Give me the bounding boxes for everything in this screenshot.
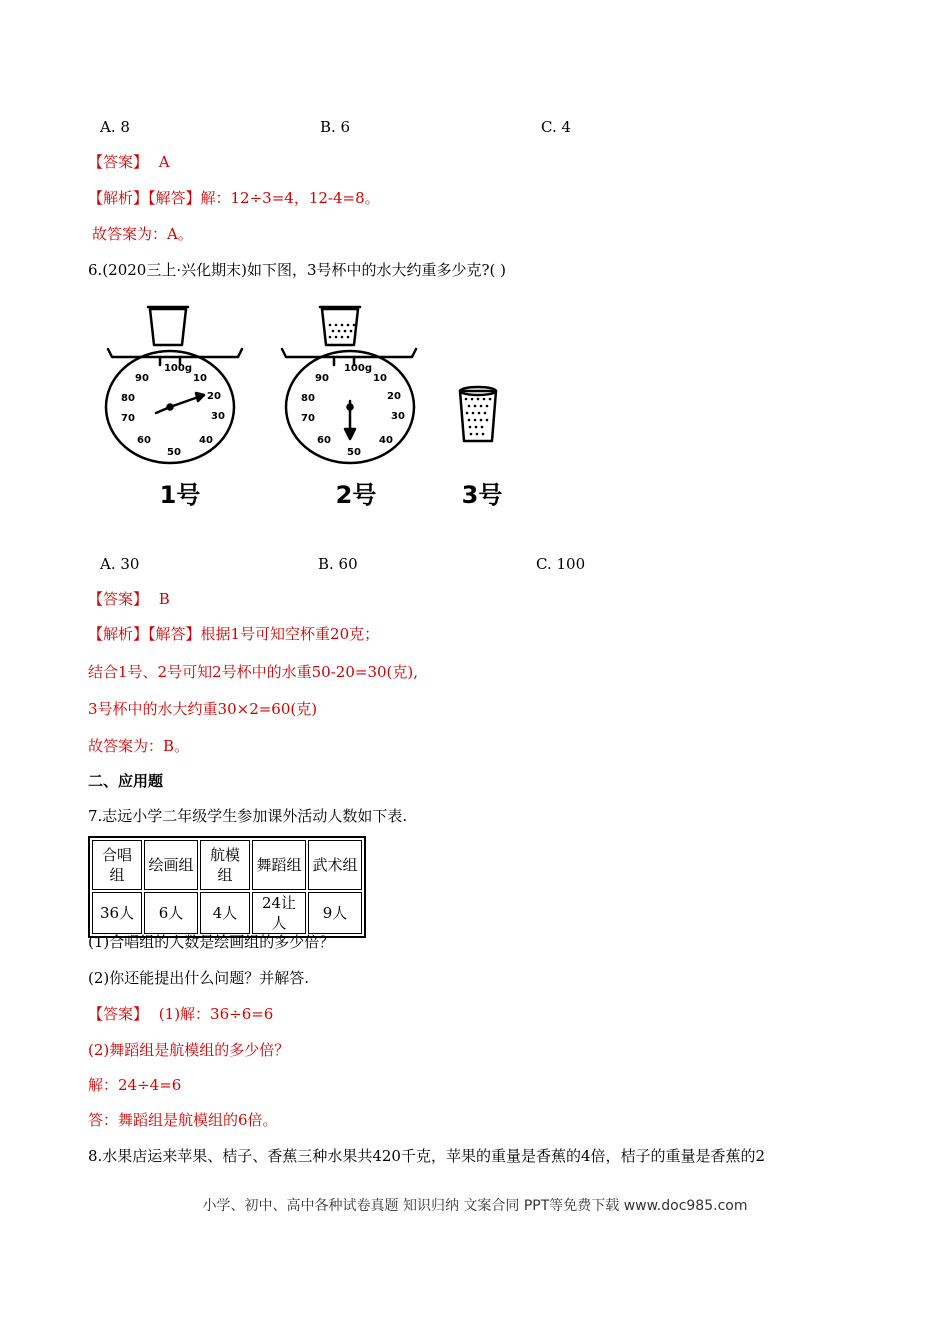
scales-figure: [100, 295, 520, 520]
q5-analysis: [88, 188, 380, 208]
svg-text:90: 90: [135, 373, 149, 384]
answer-line: (1)解：36÷6=6: [158, 1005, 274, 1023]
q5-option-a: A. 8: [100, 118, 130, 136]
q7-answer: [88, 1004, 273, 1024]
table-row: [92, 892, 362, 934]
table-cell: 9人: [308, 892, 362, 934]
svg-text:60: 60: [317, 435, 331, 446]
svg-text:20: 20: [387, 391, 401, 402]
table-header-row: [92, 840, 362, 890]
table-header-cell: 舞蹈组: [252, 840, 306, 890]
svg-text:10: 10: [373, 373, 387, 384]
analysis-text: 根据1号可知空杯重20克；: [200, 625, 380, 643]
q5-answer: [88, 152, 170, 172]
answer-value: B: [158, 590, 170, 608]
table-cell: 36人: [92, 892, 142, 934]
svg-text:100g: 100g: [343, 363, 373, 374]
q6-option-a: A. 30: [100, 555, 140, 573]
answer-label: 【答案】: [88, 153, 149, 171]
table-cell: 6人: [144, 892, 198, 934]
cup-3-icon: [460, 387, 496, 441]
svg-text:40: 40: [199, 435, 213, 446]
table-header-cell: 绘画组: [144, 840, 198, 890]
svg-text:80: 80: [121, 393, 135, 404]
svg-text:100g: 100g: [163, 363, 193, 374]
section-title: 二、应用题: [88, 772, 164, 790]
svg-text:90: 90: [315, 373, 329, 384]
q6-analysis-line-2: 结合1号、2号可知2号杯中的水重50-20=30(克),: [88, 663, 419, 681]
q7-answer-line-3: 解：24÷4=6: [88, 1076, 182, 1094]
svg-text:40: 40: [379, 435, 393, 446]
q7-question: 7.志远小学二年级学生参加课外活动人数如下表.: [88, 807, 408, 825]
activity-table: [88, 836, 366, 938]
q5-conclusion: 故答案为：A。: [92, 225, 193, 243]
svg-text:70: 70: [121, 413, 135, 424]
answer-value: A: [158, 153, 170, 171]
svg-text:70: 70: [301, 413, 315, 424]
svg-text:20: 20: [207, 391, 221, 402]
water-dots-3: [465, 398, 492, 436]
q6-question: 6.(2020三上·兴化期末)如下图，3号杯中的水大约重多少克?( ): [88, 261, 507, 279]
q6-analysis-line-3: 3号杯中的水大约重30×2=60(克): [88, 700, 318, 718]
q7-answer-line-2: (2)舞蹈组是航模组的多少倍？: [88, 1041, 290, 1059]
table-header-cell: 武术组: [308, 840, 362, 890]
svg-text:30: 30: [391, 411, 405, 422]
analysis-label: 【解析】【解答】: [88, 189, 201, 207]
analysis-text: 解：12÷3=4，12-4=8。: [200, 189, 380, 207]
q6-option-b: B. 60: [318, 555, 358, 573]
q8-question: 8.水果店运来苹果、桔子、香蕉三种水果共420千克，苹果的重量是香蕉的4倍，桔子的重量是香蕉的2: [88, 1147, 766, 1165]
q7-sub-question-1: (1)合唱组的人数是绘画组的多少倍？: [88, 933, 335, 951]
scale-2-label: 2号: [335, 481, 377, 509]
svg-text:10: 10: [193, 373, 207, 384]
svg-text:30: 30: [211, 411, 225, 422]
answer-label: 【答案】: [88, 590, 149, 608]
scale-1-icon: [106, 307, 242, 463]
q7-answer-line-4: 答：舞蹈组是航模组的6倍。: [88, 1111, 278, 1129]
scale-2-icon: [282, 307, 416, 463]
analysis-label: 【解析】【解答】: [88, 625, 201, 643]
scale-1-label: 1号: [159, 481, 201, 509]
dial-2-numbers: [301, 363, 405, 458]
dial-1-numbers: [121, 363, 225, 458]
q6-analysis-line-1: [88, 624, 379, 644]
answer-label: 【答案】: [88, 1005, 149, 1023]
table-cell: 24让人: [252, 892, 306, 934]
cup-3-label: 3号: [461, 481, 503, 509]
page-footer: 小学、初中、高中各种试卷真题 知识归纳 文案合同 PPT等免费下载 www.doc985.com: [202, 1198, 748, 1214]
q6-answer: [88, 589, 170, 609]
q7-sub-question-2: (2)你还能提出什么问题？并解答.: [88, 969, 310, 987]
table-header-cell: 合唱组: [92, 840, 142, 890]
q6-option-c: C. 100: [536, 555, 586, 573]
q5-option-c: C. 4: [541, 118, 572, 136]
svg-text:80: 80: [301, 393, 315, 404]
svg-text:60: 60: [137, 435, 151, 446]
svg-text:50: 50: [167, 447, 181, 458]
q6-conclusion: 故答案为：B。: [88, 737, 190, 755]
water-dots-2: [329, 324, 356, 339]
table-header-cell: 航模组: [200, 840, 250, 890]
table-cell: 4人: [200, 892, 250, 934]
svg-text:50: 50: [347, 447, 361, 458]
q5-option-b: B. 6: [320, 118, 351, 136]
